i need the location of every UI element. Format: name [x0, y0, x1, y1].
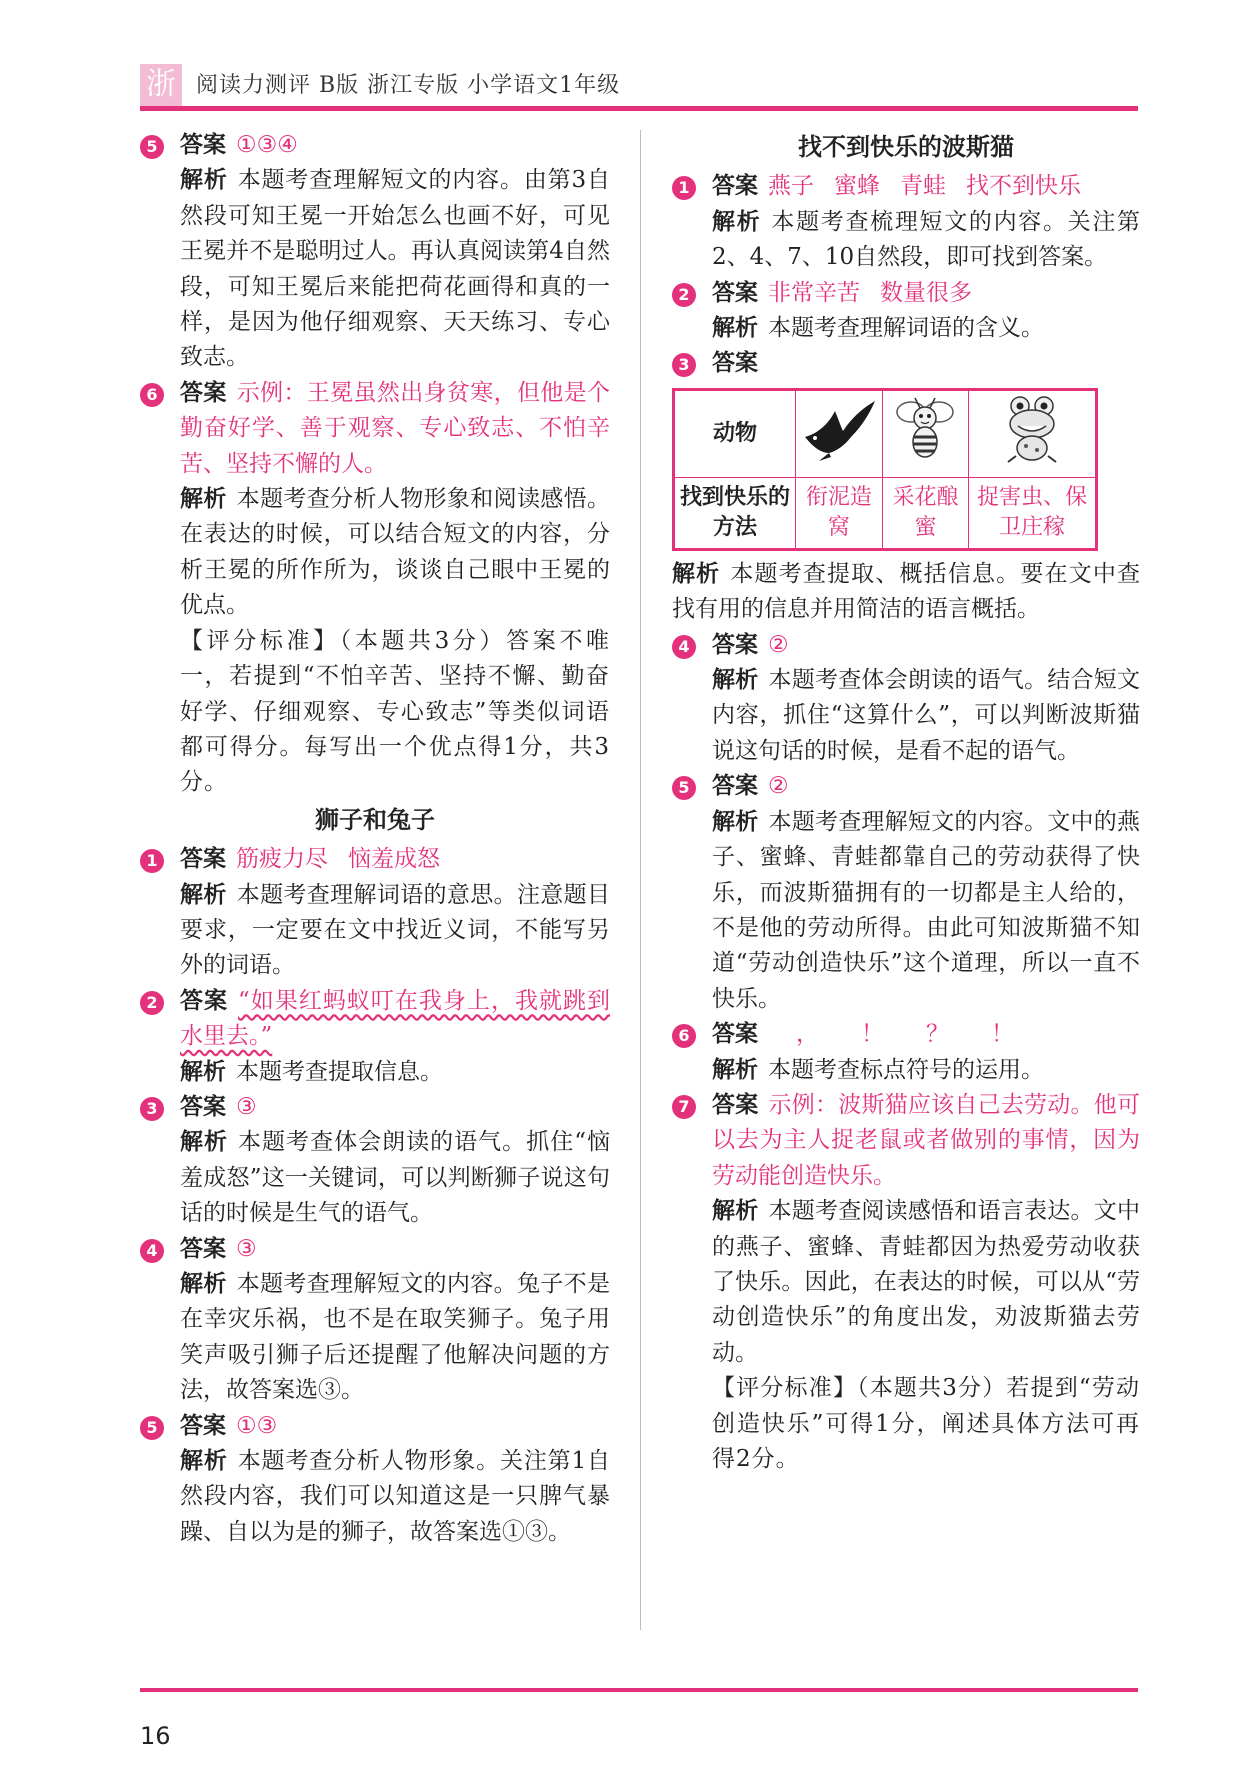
question-6-wangmian	[140, 376, 610, 801]
analysis-text: 本题考查理解短文的内容。兔子不是在幸灾乐祸，也不是在取笑狮子。兔子用笑声吸引狮子后还提醒了他解决问题的方法，故答案选③。	[180, 1271, 611, 1404]
question-number: 5	[672, 776, 696, 800]
analysis-label: 解析	[180, 167, 228, 194]
analysis-label: 解析	[712, 315, 758, 342]
question-number: 3	[672, 353, 696, 377]
analysis-text: 本题考查标点符号的运用。	[768, 1056, 1044, 1083]
answer-text: ③	[236, 1235, 257, 1262]
section-title-persian-cat: 找不到快乐的波斯猫	[798, 133, 1014, 161]
question-6-cat	[672, 1017, 1140, 1088]
analysis-label: 解析	[180, 1448, 228, 1475]
answer-text: ！	[991, 1021, 1014, 1048]
question-number: 3	[140, 1097, 164, 1121]
column-divider	[640, 130, 641, 1630]
analysis-text: 本题考查阅读感悟和语言表达。文中的燕子、蜜蜂、青蛙都因为热爱劳动收获了快乐。因此，在表达的时候，可以从“劳动创造快乐”的角度出发，劝波斯猫去劳动。	[712, 1198, 1141, 1366]
question-number: 1	[672, 176, 696, 200]
answer-text: 示例：波斯猫应该自己去劳动。他可以去为主人捉老鼠或者做别的事情，因为劳动能创造快乐。	[712, 1091, 1141, 1189]
zhejiang-badge: 浙	[140, 64, 182, 106]
analysis-text: 本题考查理解词语的含义。	[768, 315, 1044, 342]
answer-label: 答案	[180, 132, 226, 158]
question-number: 7	[672, 1095, 696, 1119]
answer-text: ①③④	[236, 132, 298, 158]
bee-icon	[885, 392, 965, 464]
analysis-label: 解析	[712, 1198, 759, 1225]
table-cell-method: 衔泥造窝	[796, 477, 883, 549]
analysis-label: 解析	[712, 208, 762, 235]
analysis-text: 本题考查分析人物形象。关注第1自然段内容，我们可以知道这是一只脾气暴躁、自以为是的狮子，故答案选①③。	[180, 1448, 611, 1545]
question-3-lion	[140, 1090, 610, 1232]
answer-text: 找不到快乐	[966, 173, 1081, 200]
scoring-standard: 【评分标准】（本题共3分）若提到“劳动创造快乐”可得1分，阐述具体方法可再得2分。	[712, 1375, 1140, 1472]
page-number: 16	[140, 1722, 171, 1750]
footer-rule	[140, 1688, 1138, 1692]
answer-label: 答案	[180, 987, 229, 1014]
answer-label: 答案	[712, 631, 758, 658]
answer-label: 答案	[712, 1091, 759, 1118]
answer-text: 蜜蜂	[834, 173, 880, 200]
answer-text: 数量很多	[880, 279, 972, 306]
answer-text: 示例：王冕虽然出身贫寒，但他是个勤奋好学、善于观察、专心致志、不怕辛苦、坚持不懈的人。	[180, 379, 611, 477]
question-5-lion	[140, 1409, 610, 1551]
question-number: 5	[140, 1416, 164, 1440]
answer-label: 答案	[712, 773, 758, 800]
question-1-lion	[140, 842, 610, 984]
analysis-label: 解析	[672, 560, 721, 587]
analysis-text: 本题考查理解短文的内容。文中的燕子、蜜蜂、青蛙都靠自己的劳动获得了快乐，而波斯猫拥有的一切都是主人给的，不是他的劳动所得。由此可知波斯猫不知道“劳动创造快乐”这个道理，所以一直不快乐。	[712, 808, 1141, 1012]
answer-text: ②	[768, 631, 789, 658]
answer-text: 筋疲力尽	[236, 846, 328, 873]
analysis-label: 解析	[180, 881, 227, 908]
frog-icon	[992, 392, 1072, 464]
analysis-text: 本题考查提取、概括信息。要在文中查找有用的信息并用简洁的语言概括。	[672, 560, 1141, 623]
analysis-label: 解析	[180, 486, 227, 513]
analysis-text: 本题考查提取信息。	[236, 1058, 443, 1085]
question-number: 6	[672, 1024, 696, 1048]
table-cell-method: 采花酿蜜	[882, 477, 969, 549]
analysis-label: 解析	[712, 808, 759, 835]
analysis-text: 本题考查理解词语的意思。注意题目要求，一定要在文中找近义词，不能写另外的词语。	[180, 881, 611, 979]
answer-text: 恼羞成怒	[348, 846, 440, 873]
question-3-cat	[672, 346, 1140, 381]
question-2-cat	[672, 276, 1140, 347]
question-number: 6	[140, 383, 164, 407]
question-number: 2	[140, 991, 164, 1015]
question-number: 1	[140, 849, 164, 873]
table-header-animal: 动物	[674, 389, 796, 477]
analysis-text: 本题考查分析人物形象和阅读感悟。在表达的时候，可以结合短文的内容，分析王冕的所作所为，谈谈自己眼中王冕的优点。	[180, 486, 611, 619]
analysis-text: 本题考查梳理短文的内容。关注第2、4、7、10自然段，即可找到答案。	[712, 208, 1140, 271]
question-5-wangmian	[140, 128, 610, 376]
table-header-method: 找到快乐的方法	[674, 477, 796, 549]
swallow-icon	[799, 393, 879, 463]
question-1-cat	[672, 169, 1140, 275]
section-title-lion-rabbit: 狮子和兔子	[315, 805, 435, 834]
book-title: 阅读力测评 B版 浙江专版 小学语文1年级	[196, 73, 621, 98]
question-number: 5	[140, 135, 164, 159]
answer-label: 答案	[712, 173, 758, 200]
question-number: 2	[672, 283, 696, 307]
answer-text: “如果红蚂蚁叮在我身上，我就跳到水里去。”	[180, 987, 610, 1050]
table-cell-method: 捉害虫、保卫庄稼	[969, 477, 1097, 549]
scoring-standard: 【评分标准】（本题共3分）答案不唯一，若提到“不怕辛苦、坚持不懈、勤奋好学、仔细观察、专心致志”等类似词语都可得分。每写出一个优点得1分，共3分。	[180, 627, 610, 796]
question-number: 4	[140, 1239, 164, 1263]
answer-text: ③	[236, 1093, 257, 1120]
analysis-label: 解析	[180, 1129, 229, 1156]
analysis-text: 本题考查理解短文的内容。由第3自然段可知王冕一开始怎么也画不好，可见王冕并不是聪明过人。再认真阅读第4自然段，可知王冕后来能把荷花画得和真的一样，是因为他仔细观察、天天练习、专心致志。	[180, 167, 611, 371]
question-4-cat	[672, 628, 1140, 770]
answer-text: ？	[926, 1021, 949, 1048]
answer-label: 答案	[712, 1021, 758, 1048]
left-column	[140, 128, 610, 1550]
header-rule	[140, 106, 1138, 111]
answer-text: ①③	[236, 1412, 278, 1439]
question-2-lion	[140, 984, 610, 1090]
answer-text: ！	[861, 1021, 884, 1048]
analysis-label: 解析	[712, 1056, 758, 1083]
analysis-label: 解析	[180, 1058, 226, 1085]
answer-label: 答案	[180, 846, 226, 873]
answer-label: 答案	[180, 1235, 226, 1262]
page-header	[140, 64, 1138, 108]
question-5-cat	[672, 769, 1140, 1017]
answer-label: 答案	[180, 379, 227, 406]
right-column	[672, 128, 1140, 1477]
question-7-cat	[672, 1088, 1140, 1477]
analysis-label: 解析	[180, 1271, 227, 1297]
animal-method-table	[672, 388, 1098, 551]
analysis-text: 本题考查体会朗读的语气。结合短文内容，抓住“这算什么”，可以判断波斯猫说这句话的时候，是看不起的语气。	[712, 667, 1141, 764]
answer-label: 答案	[180, 1412, 226, 1439]
answer-text: ，	[796, 1021, 819, 1048]
question-number: 4	[672, 635, 696, 659]
question-4-lion	[140, 1232, 610, 1409]
answer-text: 青蛙	[900, 173, 946, 200]
answer-text: 非常辛苦	[768, 279, 860, 306]
answer-label: 答案	[712, 279, 758, 306]
answer-text: 燕子	[768, 173, 814, 200]
answer-label: 答案	[712, 350, 758, 377]
answer-text: ②	[768, 773, 789, 800]
analysis-text: 本题考查体会朗读的语气。抓住“恼羞成怒”这一关键词，可以判断狮子说这句话的时候是生气的语气。	[180, 1129, 610, 1227]
answer-label: 答案	[180, 1093, 226, 1120]
analysis-label: 解析	[712, 667, 759, 694]
